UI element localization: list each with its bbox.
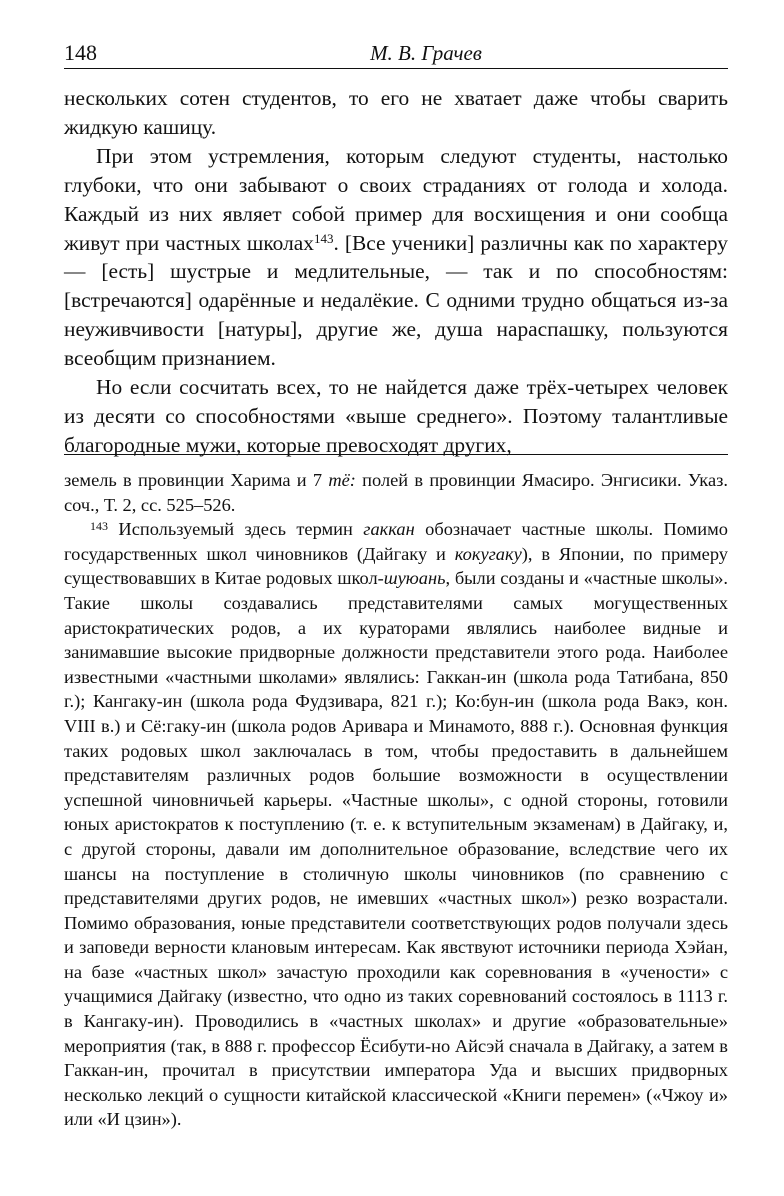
running-title: М. В. Грачев bbox=[370, 41, 482, 65]
footnote-term-shuyuan: шуюань bbox=[383, 568, 446, 589]
footnote-text: Используемый здесь термин bbox=[108, 519, 364, 540]
footnote-term-kokugaku: кокугаку bbox=[454, 543, 522, 564]
footnote-term-gakkan: гаккан bbox=[363, 519, 415, 540]
footnote-143 bbox=[64, 517, 728, 1132]
page-header bbox=[64, 38, 728, 69]
paragraph-2-end: . [Все ученики] различны как по характеру — [есть] шустрые и медлительные, — так и по способностям: [встречаются] одарённые и недалёкие. С одними трудно общаться из-за неуживчивости [натуры], другие же, душа нараспашку, пользуются всеобщим признанием. bbox=[64, 230, 728, 371]
paragraph-2-start: При этом устремления, которым следуют студенты, настолько глубоки, что они забывают о своих страданиях от голода и холода. Каждый из них являет собой пример для восхищения и они сообща живут при частных школах bbox=[64, 143, 728, 255]
footnote-text: ), в Японии, по примеру существовавших в Китае родовых школ- bbox=[64, 543, 728, 589]
footnote-separator bbox=[64, 454, 728, 455]
main-text bbox=[64, 84, 728, 460]
footnote-text: обозначает частные школы. Помимо государственных школ чиновников (Дайгаку и bbox=[64, 519, 728, 564]
paragraph-2 bbox=[64, 142, 728, 373]
footnote-continued-text: земель в провинции Харима и 7 bbox=[64, 470, 329, 490]
footnote-continued bbox=[64, 468, 728, 517]
footnotes bbox=[64, 468, 728, 1132]
footnote-continued-text-end: полей в провинции Ямасиро. Энгисики. Указ. соч., Т. 2, сс. 525–526. bbox=[64, 470, 728, 515]
page-number: 148 bbox=[64, 40, 97, 65]
footnote-marker: 143 bbox=[90, 519, 108, 534]
paragraph-1: нескольких сотен студентов, то его не хватает даже чтобы сварить жидкую кашицу. bbox=[64, 86, 728, 139]
footnote-ref-143[interactable]: 143 bbox=[313, 230, 334, 246]
footnote-text: , были созданы и «частные школы». Такие школы создавались представителями самых могущественных аристократических родов, а их кураторами являлись наиболее видные и занимавшие высокие придворные должности представители этого рода. Наиболее известными «частными школами» являлись: Гаккан-ин (школа рода Татибана, 850 г.); Кангаку-ин (школа рода Фудзивара, 821 г.); Ко:бун-ин (школа рода Вакэ, кон. VIII в.) и Сё:гаку-ин (школа родов Аривара и Минамото, 888 г.). Основная функция таких родовых школ заключалась в том, чтобы предоставить в дальнейшем представителям различных родов большие возможности в осуществлении успешной чиновничьей карьеры. «Частные школы», с одной стороны, готовили юных аристократов к поступлению (т. е. к вступительным экзаменам) в Дайгаку, и, с другой стороны, давали им дополнительное образование, вследствие чего их шансы на поступление в столичную школы чиновников (по сравнению с представителями других родов, не имевших «частных школ») резко возрастали. Помимо образования, юные представители соответствующих родов получали здесь и заповеди верности клановым интересам. Как явствуют источники периода Хэйан, на базе «частных школ» зачастую проходили как соревнования в «учености» с учащимися Дайгаку (известно, что одно из таких соревнований состоялось в 1113 г. в Кангаку-ин). Проводились в «частных школах» и другие «образовательные» мероприятия (так, в 888 г. профессор Ёсибути-но Айсэй сначала в Дайгаку, а затем в Гаккан-ин, прочитал в присутствии императора Уда и высших придворных несколько лекций о сущности китайской классической «Книги перемен» («Чжоу и» или «И цзин»). bbox=[64, 568, 728, 1130]
footnote-term: тё: bbox=[328, 470, 356, 490]
paragraph-3: Но если сосчитать всех, то не найдется даже трёх-четырех человек из десяти со способностями «выше среднего». Поэтому талантливые благородные мужи, которые превосходят других, bbox=[64, 375, 728, 457]
